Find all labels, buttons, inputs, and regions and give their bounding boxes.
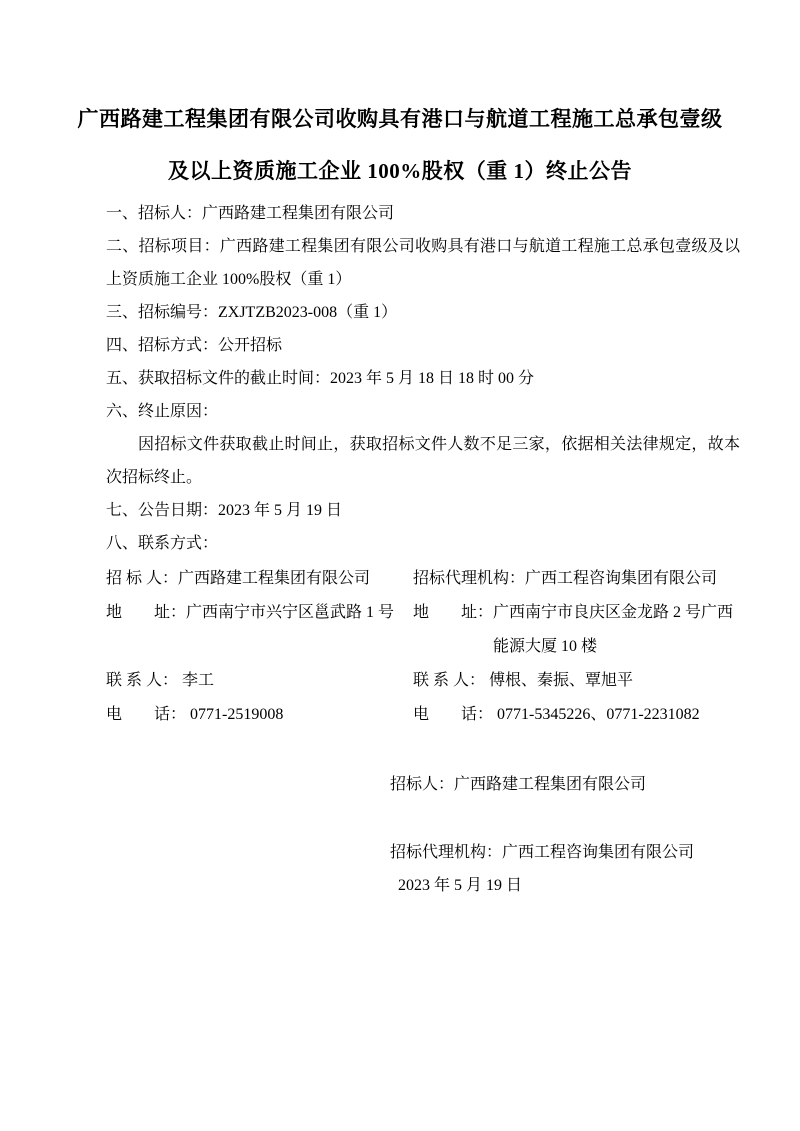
title-line-1: 广西路建工程集团有限公司收购具有港口与航道工程施工总承包壹级 (77, 107, 723, 131)
title-line-2: 及以上资质施工企业 100%股权（重 1）终止公告 (168, 159, 632, 183)
agency-phone: 电 话： 0771-5345226、0771-2231082 (413, 706, 700, 723)
item-8-contact-info-label: 八、联系方式： (106, 535, 219, 552)
bidder-name: 招 标 人：广西路建工程集团有限公司 (106, 570, 371, 587)
item-2-project: 二、招标项目：广西路建工程集团有限公司收购具有港口与航道工程施工总承包壹级及以上资质施工企业 100%股权（重 1） (106, 238, 740, 288)
bidder-phone: 电 话： 0771-2519008 (106, 706, 284, 723)
signature-date: 2023 年 5 月 19 日 (398, 877, 523, 894)
item-5-deadline: 五、获取招标文件的截止时间：2023 年 5 月 18 日 18 时 00 分 (106, 370, 535, 387)
signature-block (106, 768, 740, 902)
document-title (0, 0, 800, 197)
agency-contact-person: 联 系 人： 傅根、秦振、覃旭平 (413, 672, 634, 689)
agency-address: 地 址：广西南宁市良庆区金龙路 2 号广西能源大厦 10 楼 (413, 604, 734, 655)
item-6-termination-reason-label: 六、终止原因： (106, 403, 219, 420)
document-body (0, 197, 800, 902)
termination-reason-paragraph: 因招标文件获取截止时间止，获取招标文件人数不足三家，依据相关法律规定，故本次招标终止。 (106, 436, 740, 486)
signature-bidder: 招标人：广西路建工程集团有限公司 (390, 776, 647, 793)
contact-table (106, 562, 740, 732)
agency-name: 招标代理机构：广西工程咨询集团有限公司 (413, 570, 718, 587)
item-4-tender-method: 四、招标方式：公开招标 (106, 337, 283, 354)
bidder-contact-person: 联 系 人： 李工 (106, 672, 215, 689)
signature-agency: 招标代理机构：广西工程咨询集团有限公司 (390, 844, 695, 861)
item-3-tender-number: 三、招标编号：ZXJTZB2023-008（重 1） (106, 304, 398, 321)
item-7-announcement-date: 七、公告日期：2023 年 5 月 19 日 (106, 502, 343, 519)
bidder-address: 地 址：广西南宁市兴宁区邕武路 1 号 (106, 604, 395, 621)
item-1-bidder: 一、招标人：广西路建工程集团有限公司 (106, 205, 395, 222)
